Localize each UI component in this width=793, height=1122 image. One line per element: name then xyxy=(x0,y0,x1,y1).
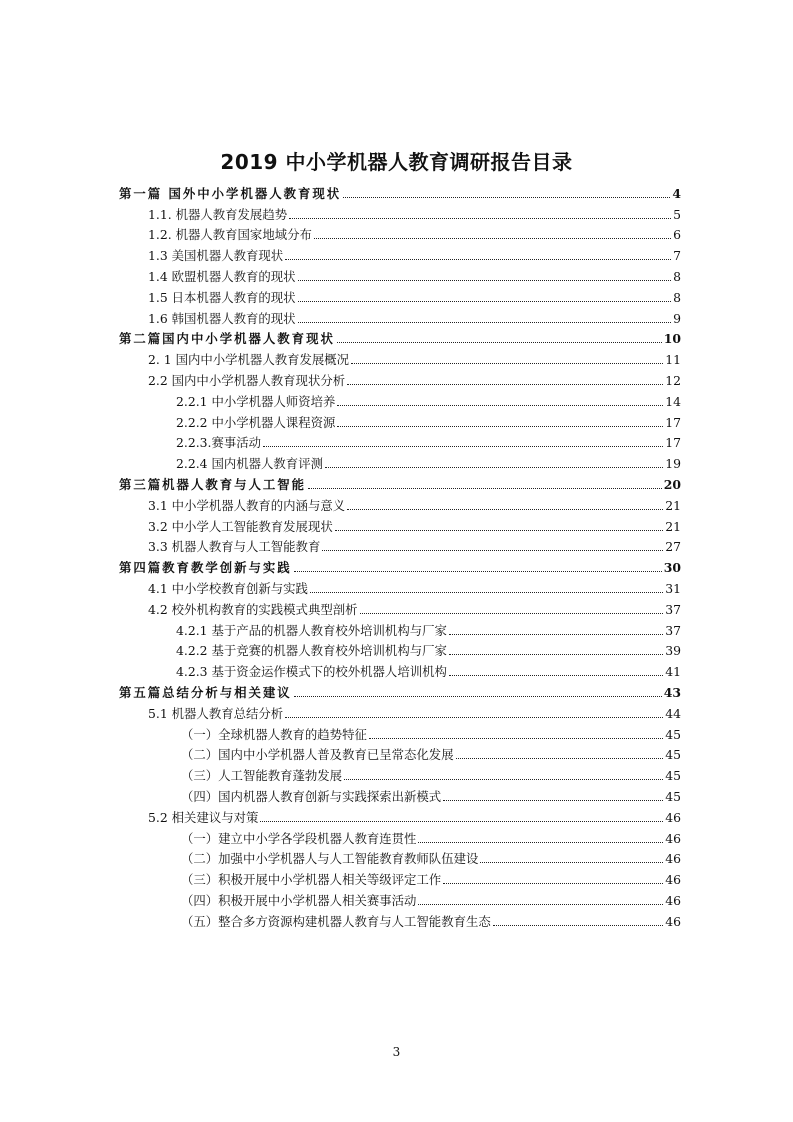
toc-entry-page: 12 xyxy=(665,372,681,388)
toc-entry[interactable] xyxy=(119,762,681,783)
toc-entry-page: 27 xyxy=(665,539,681,555)
dot-leader xyxy=(289,217,671,219)
toc-entry-label: 1.1. 机器人教育发展趋势 xyxy=(148,206,288,222)
dot-leader xyxy=(285,258,671,260)
dot-leader xyxy=(369,737,663,739)
toc-part-entry[interactable] xyxy=(119,471,681,492)
toc-entry-label: 4.1 中小学校教育创新与实践 xyxy=(148,580,308,596)
toc-entry-page: 20 xyxy=(663,476,681,492)
toc-entry[interactable] xyxy=(119,658,681,679)
dot-leader xyxy=(337,341,662,343)
toc-entry-page: 41 xyxy=(665,664,681,680)
toc-part-entry[interactable] xyxy=(119,679,681,700)
toc-part-entry[interactable] xyxy=(119,180,681,201)
toc-entry[interactable] xyxy=(119,908,681,929)
toc-entry-label: 第四篇教育教学创新与实践 xyxy=(119,560,292,576)
toc-entry[interactable] xyxy=(119,721,681,742)
dot-leader xyxy=(298,321,672,323)
dot-leader xyxy=(343,196,670,198)
dot-leader xyxy=(337,425,663,427)
toc-entry-label: （五）整合多方资源构建机器人教育与人工智能教育生态 xyxy=(181,913,491,929)
toc-entry[interactable] xyxy=(119,430,681,451)
toc-entry[interactable] xyxy=(119,388,681,409)
dot-leader xyxy=(347,383,663,385)
toc-entry-label: 3.1 中小学机器人教育的内涵与意义 xyxy=(148,497,346,513)
toc-entry[interactable] xyxy=(119,887,681,908)
dot-leader xyxy=(322,549,663,551)
dot-leader xyxy=(314,237,671,239)
toc-entry[interactable] xyxy=(119,534,681,555)
toc-entry-label: （四）国内机器人教育创新与实践探索出新模式 xyxy=(181,788,442,804)
toc-entry-label: 第三篇机器人教育与人工智能 xyxy=(119,476,307,492)
toc-entry-page: 5 xyxy=(673,206,681,222)
toc-entry-page: 37 xyxy=(665,601,681,617)
toc-entry-label: 第五篇总结分析与相关建议 xyxy=(119,684,292,700)
dot-leader xyxy=(351,362,663,364)
toc-entry-label: 2.2.2 中小学机器人课程资源 xyxy=(176,414,336,430)
toc-entry-page: 45 xyxy=(665,768,681,784)
toc-entry[interactable] xyxy=(119,638,681,659)
toc-entry-page: 45 xyxy=(665,726,681,742)
toc-entry[interactable] xyxy=(119,513,681,534)
toc-entry[interactable] xyxy=(119,305,681,326)
toc-entry-label: 1.2. 机器人教育国家地域分布 xyxy=(148,227,312,243)
dot-leader xyxy=(443,882,663,884)
dot-leader xyxy=(360,612,664,614)
toc-entry-label: （四）积极开展中小学机器人相关赛事活动 xyxy=(181,892,417,908)
toc-entry-page: 9 xyxy=(673,310,681,326)
toc-entry-page: 21 xyxy=(665,497,681,513)
dot-leader xyxy=(325,466,663,468)
toc-entry-label: 3.3 机器人教育与人工智能教育 xyxy=(148,539,321,555)
toc-entry-label: 第一篇 国外中小学机器人教育现状 xyxy=(119,185,342,201)
dot-leader xyxy=(263,445,663,447)
toc-entry-label: 2. 1 国内中小学机器人教育发展概况 xyxy=(148,352,350,368)
toc-entry[interactable] xyxy=(119,804,681,825)
toc-entry-label: 1.4 欧盟机器人教育的现状 xyxy=(148,268,296,284)
dot-leader xyxy=(418,903,663,905)
dot-leader xyxy=(449,674,663,676)
toc-entry[interactable] xyxy=(119,783,681,804)
toc-entry-label: 2.2 国内中小学机器人教育现状分析 xyxy=(148,372,346,388)
toc-entry-page: 39 xyxy=(665,643,681,659)
toc-entry-page: 45 xyxy=(665,747,681,763)
toc-entry-label: 4.2.2 基于竞赛的机器人教育校外培训机构与厂家 xyxy=(176,643,447,659)
toc-entry[interactable] xyxy=(119,242,681,263)
toc-entry-label: 1.5 日本机器人教育的现状 xyxy=(148,289,296,305)
toc-entry-page: 44 xyxy=(665,705,681,721)
dot-leader xyxy=(337,404,663,406)
toc-entry[interactable] xyxy=(119,409,681,430)
toc-entry-page: 11 xyxy=(665,352,681,368)
toc-entry[interactable] xyxy=(119,866,681,887)
dot-leader xyxy=(443,799,663,801)
toc-entry[interactable] xyxy=(119,700,681,721)
toc-entry-page: 6 xyxy=(673,227,681,243)
toc-entry-page: 43 xyxy=(663,684,681,700)
toc-entry[interactable] xyxy=(119,222,681,243)
toc-part-entry[interactable] xyxy=(119,554,681,575)
toc-part-entry[interactable] xyxy=(119,326,681,347)
toc-entry-page: 46 xyxy=(665,872,681,888)
toc-entry-page: 8 xyxy=(673,268,681,284)
dot-leader xyxy=(344,778,663,780)
toc-entry-label: 4.2 校外机构教育的实践模式典型剖析 xyxy=(148,601,358,617)
toc-entry[interactable] xyxy=(119,742,681,763)
toc-entry[interactable] xyxy=(119,492,681,513)
toc-entry[interactable] xyxy=(119,284,681,305)
toc-entry[interactable] xyxy=(119,846,681,867)
dot-leader xyxy=(347,508,663,510)
toc-entry-page: 46 xyxy=(665,830,681,846)
toc-entry-page: 4 xyxy=(672,185,681,201)
toc-entry-page: 14 xyxy=(665,393,681,409)
dot-leader xyxy=(298,300,672,302)
dot-leader xyxy=(294,695,662,697)
toc-entry-label: （三）积极开展中小学机器人相关等级评定工作 xyxy=(181,872,442,888)
toc-entry[interactable] xyxy=(119,617,681,638)
toc-entry-page: 17 xyxy=(665,435,681,451)
toc-entry-label: 5.1 机器人教育总结分析 xyxy=(148,705,284,721)
toc-entry-page: 8 xyxy=(673,289,681,305)
toc-entry[interactable] xyxy=(119,263,681,284)
table-of-contents xyxy=(119,180,681,929)
toc-entry[interactable] xyxy=(119,825,681,846)
toc-entry-label: （三）人工智能教育蓬勃发展 xyxy=(181,768,343,784)
toc-entry-label: 1.3 美国机器人教育现状 xyxy=(148,248,284,264)
toc-entry-page: 46 xyxy=(665,809,681,825)
dot-leader xyxy=(480,861,663,863)
dot-leader xyxy=(294,570,662,572)
dot-leader xyxy=(310,591,663,593)
toc-entry-page: 46 xyxy=(665,892,681,908)
toc-entry-page: 21 xyxy=(665,518,681,534)
toc-entry-label: （一）建立中小学各学段机器人教育连贯性 xyxy=(181,830,417,846)
toc-entry-label: 3.2 中小学人工智能教育发展现状 xyxy=(148,518,333,534)
toc-entry-page: 19 xyxy=(665,456,681,472)
dot-leader xyxy=(493,924,663,926)
page-title: 2019 中小学机器人教育调研报告目录 xyxy=(220,150,573,174)
toc-entry-page: 10 xyxy=(663,331,681,347)
toc-entry-page: 31 xyxy=(665,580,681,596)
toc-entry-label: （一）全球机器人教育的趋势特征 xyxy=(181,726,367,742)
dot-leader xyxy=(298,279,672,281)
toc-entry[interactable] xyxy=(119,367,681,388)
dot-leader xyxy=(335,529,663,531)
dot-leader xyxy=(449,633,663,635)
toc-entry[interactable] xyxy=(119,575,681,596)
toc-entry-label: （二）国内中小学机器人普及教育已呈常态化发展 xyxy=(181,747,454,763)
toc-entry-page: 46 xyxy=(665,913,681,929)
toc-entry[interactable] xyxy=(119,450,681,471)
dot-leader xyxy=(285,716,663,718)
dot-leader xyxy=(308,487,662,489)
toc-entry-label: 2.2.4 国内机器人教育评测 xyxy=(176,456,323,472)
toc-entry-label: 4.2.3 基于资金运作模式下的校外机器人培训机构 xyxy=(176,664,447,680)
toc-entry-page: 46 xyxy=(665,851,681,867)
toc-entry-page: 7 xyxy=(673,248,681,264)
toc-entry-label: 2.2.3.赛事活动 xyxy=(176,435,262,451)
dot-leader xyxy=(449,653,663,655)
toc-entry-page: 37 xyxy=(665,622,681,638)
toc-entry-label: 5.2 相关建议与对策 xyxy=(148,809,259,825)
dot-leader xyxy=(260,820,663,822)
toc-entry-label: 4.2.1 基于产品的机器人教育校外培训机构与厂家 xyxy=(176,622,447,638)
dot-leader xyxy=(418,841,663,843)
toc-entry-page: 45 xyxy=(665,788,681,804)
dot-leader xyxy=(456,757,664,759)
toc-entry[interactable] xyxy=(119,201,681,222)
page-number: 3 xyxy=(392,1045,401,1059)
toc-entry[interactable] xyxy=(119,346,681,367)
toc-entry[interactable] xyxy=(119,596,681,617)
toc-entry-page: 17 xyxy=(665,414,681,430)
toc-entry-label: 2.2.1 中小学机器人师资培养 xyxy=(176,393,336,409)
toc-entry-label: 1.6 韩国机器人教育的现状 xyxy=(148,310,296,326)
toc-entry-page: 30 xyxy=(663,560,681,576)
toc-entry-label: （二）加强中小学机器人与人工智能教育教师队伍建设 xyxy=(181,851,479,867)
toc-entry-label: 第二篇国内中小学机器人教育现状 xyxy=(119,331,335,347)
